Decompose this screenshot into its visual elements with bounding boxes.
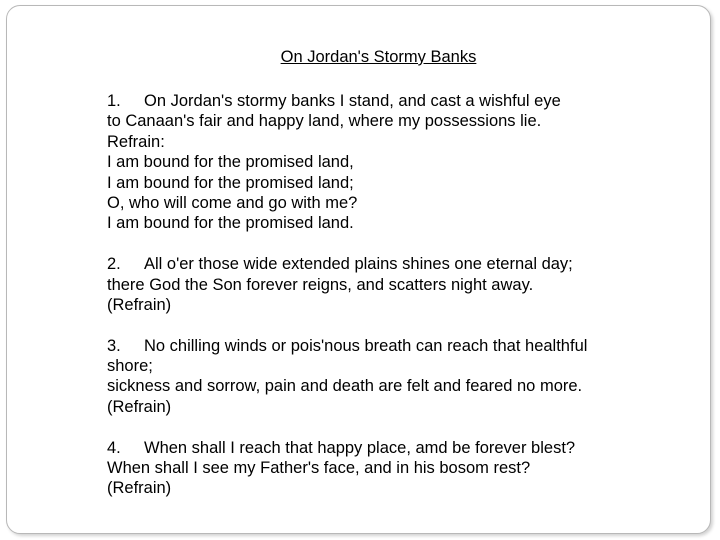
verse-number: 1. [107,92,121,110]
verse-line: When shall I see my Father's face, and in his bosom rest? [107,459,531,478]
verse-text: On Jordan's stormy banks I stand, and cast a wishful eye [144,92,561,110]
refrain-line: O, who will come and go with me? [107,193,358,212]
refrain-line: I am bound for the promised land, [107,153,354,172]
verse-line [107,254,667,274]
verse-line: to Canaan's fair and happy land, where my possessions lie. [107,112,542,131]
refrain-reference: (Refrain) [107,295,172,314]
lyrics-body [107,91,667,499]
verse-number: 4. [107,438,121,457]
refrain-line: I am bound for the promised land; [107,173,354,192]
refrain-line: I am bound for the promised land. [107,214,354,233]
refrain-reference: (Refrain) [107,479,172,498]
verse-gap [107,234,667,254]
verse-1 [107,91,667,234]
verse-2 [107,254,667,315]
verse-3 [107,336,667,418]
refrain-reference: (Refrain) [107,397,172,416]
verse-number: 3. [107,336,121,355]
verse-line [107,438,667,458]
verse-text: No chilling winds or pois'nous breath can reach that healthful [144,336,588,355]
slide-title: On Jordan's Stormy Banks [280,48,477,66]
verse-line: there God the Son forever reigns, and scatters night away. [107,275,534,294]
verse-line [107,91,667,111]
verse-line: shore; [107,357,153,376]
refrain-label: Refrain: [107,132,165,151]
verse-line [107,336,667,356]
verse-line: sickness and sorrow, pain and death are felt and feared no more. [107,377,583,396]
verse-number: 2. [107,255,121,274]
verse-text: When shall I reach that happy place, amd be forever blest? [144,438,576,457]
verse-text: All o'er those wide extended plains shines one eternal day; [144,255,573,274]
verse-gap [107,417,667,437]
verse-gap [107,315,667,335]
verse-4 [107,438,667,499]
